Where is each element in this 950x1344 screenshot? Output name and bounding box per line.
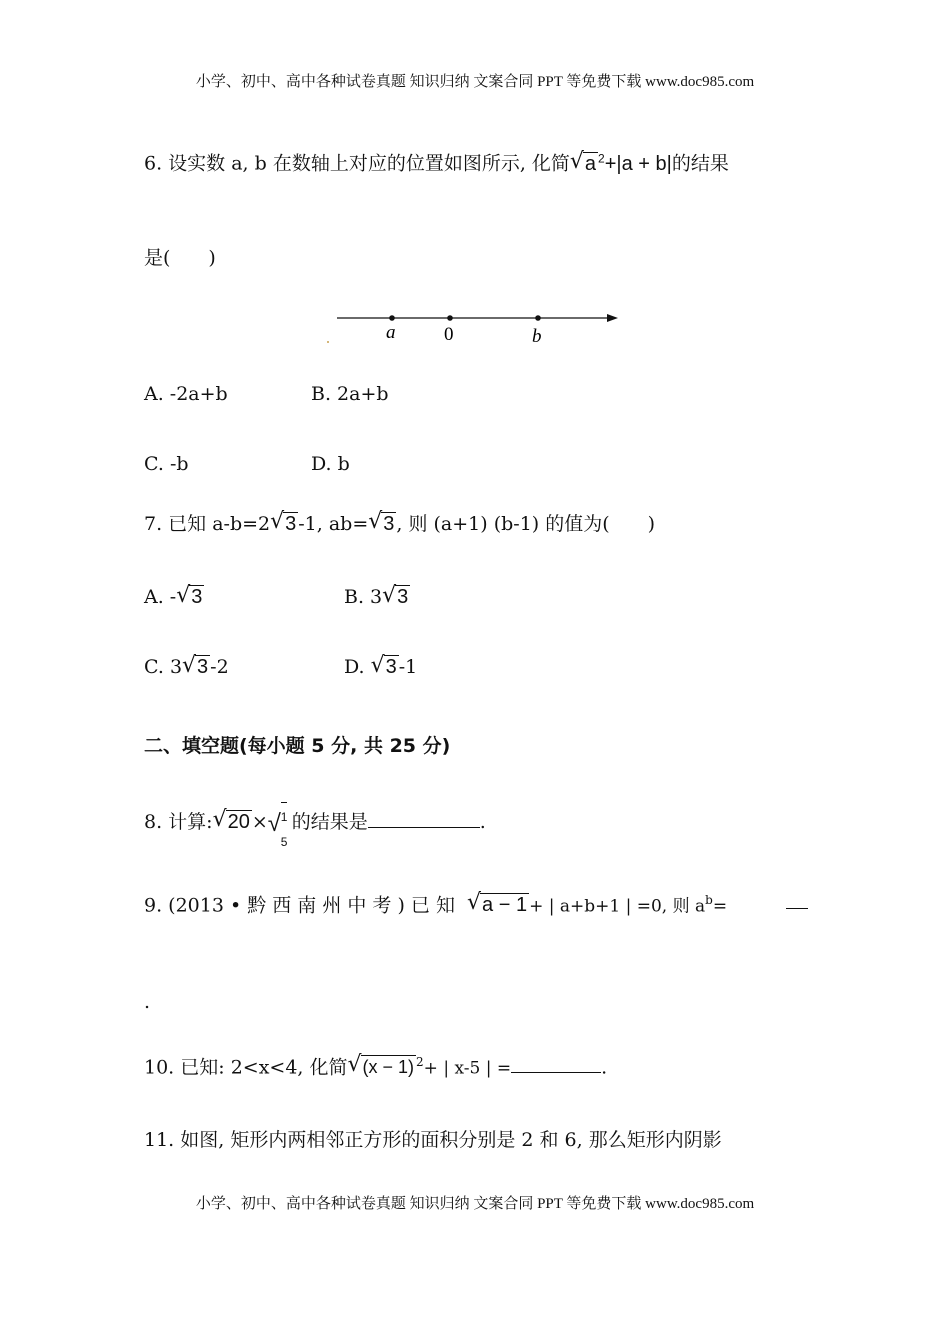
q6-text: 6. 设实数 a, b 在数轴上对应的位置如图所示, 化简: [144, 152, 570, 175]
q6-option-d: D. b: [311, 453, 350, 475]
answer-blank[interactable]: [511, 1054, 601, 1073]
arrow-head-icon: [607, 314, 618, 322]
q6-option-a: A. -2a+b: [144, 383, 228, 405]
q9-end-dot: .: [144, 991, 151, 1013]
q6-option-b: B. 2a+b: [311, 383, 389, 405]
label-0: 0: [444, 324, 454, 345]
q7-option-d: D. √ 3 -1: [344, 653, 418, 678]
q6-radical: √ a $^2$+|a + b|: [569, 148, 672, 175]
q7-option-b: B. 3 √ 3: [344, 583, 409, 608]
question-6: [144, 144, 729, 178]
question-8: 8. 计算: √ 20 × √ 1 5 的结果是 .: [144, 806, 486, 846]
page-footer: 小学、初中、高中各种试卷真题 知识归纳 文案合同 PPT 等免费下载 www.doc985.com: [195, 1196, 755, 1212]
q7-option-a: A. - √ 3: [144, 583, 203, 608]
q6-text-end: 的结果: [671, 152, 729, 175]
question-9: 9. (2013 • 黔 西 南 州 中 考 ) 已 知 √ a − 1 + | a+b+1 | =0, 则 $a^b=$: [144, 886, 808, 920]
section-title: 二、填空题(每小题 5 分, 共 25 分): [144, 735, 451, 757]
label-b: b: [532, 326, 542, 347]
point-0: [447, 315, 453, 321]
answer-blank[interactable]: [786, 890, 808, 909]
point-b: [535, 315, 541, 321]
q6-line2: 是( ): [144, 247, 216, 269]
number-line-figure: [0, 300, 950, 360]
label-a: a: [386, 322, 396, 343]
q6-option-c: C. -b: [144, 453, 189, 475]
question-11: 11. 如图, 矩形内两相邻正方形的面积分别是 2 和 6, 那么矩形内阴影: [144, 1129, 722, 1151]
point-a: [389, 315, 395, 321]
question-7: 7. 已知 a-b=2 √ 3 -1, ab= √ 3 , 则 (a+1) (b-1) 的值为( ): [144, 509, 656, 535]
answer-blank[interactable]: [368, 809, 480, 828]
q7-option-c: C. 3 √ 3 -2: [144, 653, 229, 678]
question-10: 10. 已知: 2<x<4, 化简 √ (x − 1) $^2$+ | x-5 | = .: [144, 1052, 608, 1079]
page-header: 小学、初中、高中各种试卷真题 知识归纳 文案合同 PPT 等免费下载 www.doc985.com: [195, 74, 755, 90]
